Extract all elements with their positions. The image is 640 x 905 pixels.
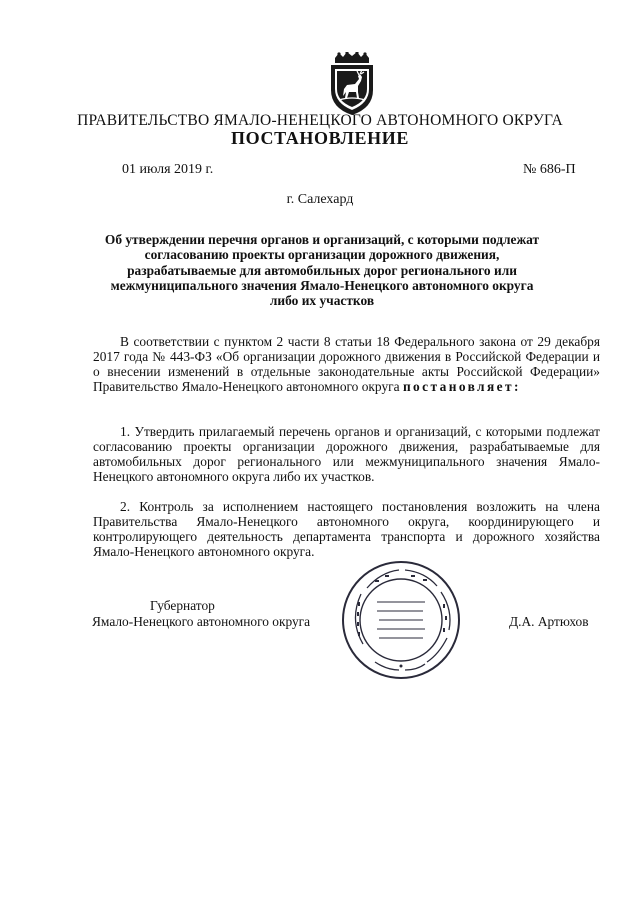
- title-line: согласованию проекты организации дорожного движения,: [144, 247, 500, 263]
- signatory-name: Д.А. Артюхов: [509, 614, 589, 629]
- title-line: Об утверждении перечня органов и организаций, с которыми подлежат: [104, 232, 540, 247]
- coat-of-arms-icon: [325, 52, 379, 116]
- signatory-organization: Ямало-Ненецкого автономного округа: [92, 614, 311, 629]
- preamble-text: В соответствии с пунктом 2 части 8 статьи 18 Федерального закона от 29 декабря 2017 года № 443-ФЗ «Об организации дорожного движения в Российской Федерации и о внесении изменений в отдельные законодательные акты Российской Федерации» Правительство Ямало-Ненецкого автономного округа: [93, 334, 600, 395]
- document-number: № 686-П: [523, 162, 576, 177]
- document-type: ПОСТАНОВЛЕНИЕ: [231, 128, 409, 148]
- organization-name: ПРАВИТЕЛЬСТВО ЯМАЛО-НЕНЕЦКОГО АВТОНОМНОГО ОКРУГА: [77, 112, 563, 129]
- document-date: 01 июля 2019 г.: [122, 162, 214, 177]
- official-stamp: [339, 558, 463, 682]
- preamble-paragraph: [93, 334, 600, 394]
- decree-item-2: 2. Контроль за исполнением настоящего постановления возложить на члена Правительства Ямало-Ненецкого автономного округа, координирующего и контролирующего деятельность департамента транспорта и дорожного хозяйства Ямало-Ненецкого автономного округа.: [93, 499, 600, 560]
- title-line: либо их участков: [269, 293, 375, 309]
- decree-word: постановляет:: [402, 379, 521, 395]
- document-title: [103, 232, 541, 308]
- decree-item-1: 1. Утвердить прилагаемый перечень органов и организаций, с которыми подлежат согласованию проекты организации дорожного движения, разрабатываемые для автомобильных дорог регионального или межмуниципального значения Ямало-Ненецкого автономного округа либо их участков.: [93, 424, 600, 485]
- title-line: межмуниципального значения Ямало-Ненецкого автономного округа: [110, 277, 534, 293]
- title-line: разрабатываемые для автомобильных дорог регионального или: [127, 262, 517, 278]
- signatory-title: Губернатор: [150, 598, 215, 613]
- document-city: г. Салехард: [286, 192, 354, 207]
